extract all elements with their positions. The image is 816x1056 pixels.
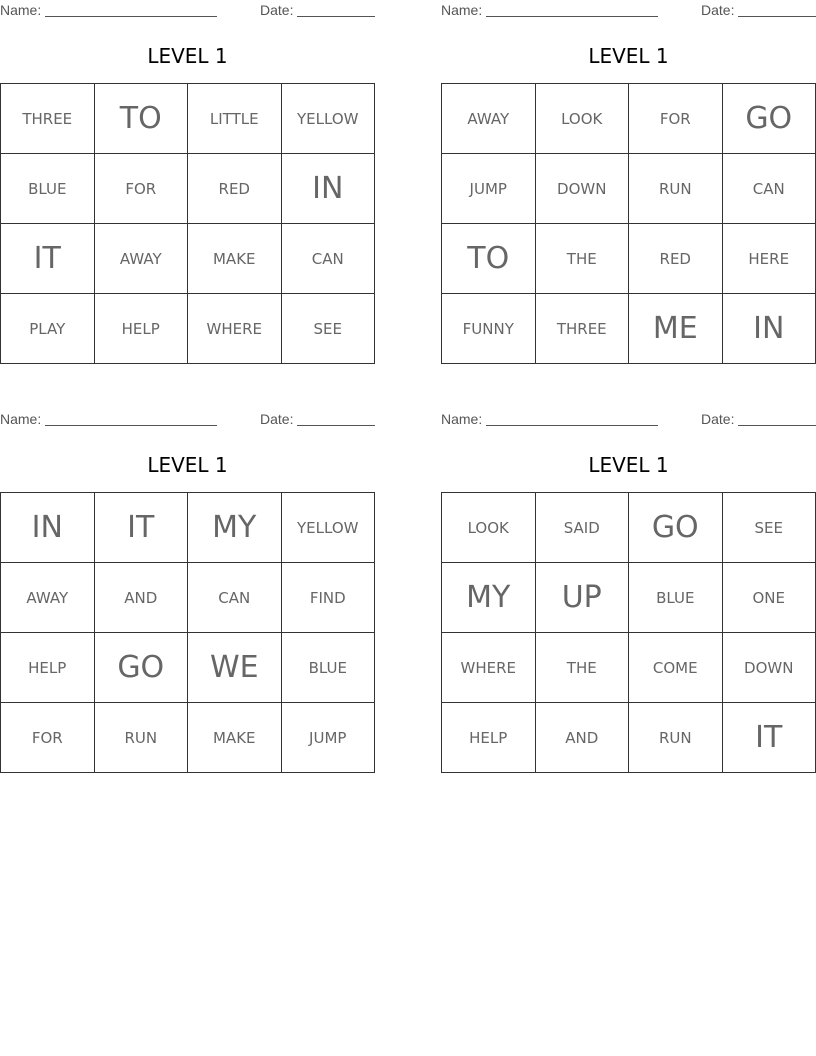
name-blank-line[interactable] bbox=[45, 16, 217, 17]
grid-row bbox=[1, 224, 375, 294]
grid-cell: YELLOW bbox=[281, 84, 375, 154]
grid-cell: FOR bbox=[94, 154, 188, 224]
card-title: LEVEL 1 bbox=[588, 453, 669, 477]
date-label: Date: bbox=[701, 2, 735, 18]
grid-cell: SEE bbox=[281, 294, 375, 364]
grid-cell: PLAY bbox=[1, 294, 95, 364]
grid-cell: DOWN bbox=[722, 633, 816, 703]
name-label: Name: bbox=[0, 411, 42, 427]
grid-row bbox=[1, 493, 375, 563]
grid-cell: IN bbox=[1, 493, 95, 563]
bingo-card bbox=[0, 0, 375, 338]
grid-row bbox=[442, 703, 816, 773]
grid-cell: BLUE bbox=[1, 154, 95, 224]
grid-cell: ME bbox=[629, 294, 723, 364]
grid-row bbox=[442, 294, 816, 364]
grid-cell: WHERE bbox=[188, 294, 282, 364]
grid-cell: FUNNY bbox=[442, 294, 536, 364]
grid-row bbox=[1, 294, 375, 364]
name-blank-line[interactable] bbox=[486, 16, 658, 17]
grid-row bbox=[442, 633, 816, 703]
grid-cell: LOOK bbox=[442, 493, 536, 563]
bingo-card bbox=[441, 409, 816, 755]
grid-cell: COME bbox=[629, 633, 723, 703]
card-title: LEVEL 1 bbox=[588, 44, 669, 68]
grid-cell: CAN bbox=[188, 563, 282, 633]
grid-cell: MAKE bbox=[188, 703, 282, 773]
grid-cell: AWAY bbox=[94, 224, 188, 294]
grid-cell: TO bbox=[442, 224, 536, 294]
grid-cell: CAN bbox=[722, 154, 816, 224]
grid-cell: WHERE bbox=[442, 633, 536, 703]
grid-cell: HELP bbox=[442, 703, 536, 773]
grid-cell: RUN bbox=[629, 703, 723, 773]
name-date-row bbox=[441, 0, 816, 22]
grid-cell: RED bbox=[629, 224, 723, 294]
grid-cell: LITTLE bbox=[188, 84, 282, 154]
grid-cell: AWAY bbox=[1, 563, 95, 633]
grid-row bbox=[1, 563, 375, 633]
grid-cell: RUN bbox=[629, 154, 723, 224]
grid-cell: THREE bbox=[1, 84, 95, 154]
grid-row bbox=[442, 84, 816, 154]
bingo-grid bbox=[0, 492, 375, 773]
date-blank-line[interactable] bbox=[297, 425, 375, 426]
grid-cell: DOWN bbox=[535, 154, 629, 224]
grid-cell: HELP bbox=[1, 633, 95, 703]
grid-cell: TO bbox=[94, 84, 188, 154]
grid-cell: IN bbox=[722, 294, 816, 364]
date-blank-line[interactable] bbox=[297, 16, 375, 17]
grid-cell: AND bbox=[94, 563, 188, 633]
bingo-card bbox=[0, 409, 375, 747]
grid-cell: JUMP bbox=[442, 154, 536, 224]
grid-cell: JUMP bbox=[281, 703, 375, 773]
grid-row bbox=[442, 154, 816, 224]
grid-cell: FOR bbox=[629, 84, 723, 154]
grid-cell: MY bbox=[188, 493, 282, 563]
grid-cell: THREE bbox=[535, 294, 629, 364]
grid-cell: SAID bbox=[535, 493, 629, 563]
grid-cell: CAN bbox=[281, 224, 375, 294]
date-label: Date: bbox=[260, 2, 294, 18]
bingo-grid bbox=[0, 83, 375, 364]
grid-cell: FIND bbox=[281, 563, 375, 633]
date-label: Date: bbox=[260, 411, 294, 427]
grid-cell: HERE bbox=[722, 224, 816, 294]
grid-cell: THE bbox=[535, 633, 629, 703]
grid-cell: WE bbox=[188, 633, 282, 703]
grid-cell: HELP bbox=[94, 294, 188, 364]
grid-row bbox=[1, 703, 375, 773]
name-date-row bbox=[0, 0, 375, 22]
card-title: LEVEL 1 bbox=[147, 453, 228, 477]
grid-row bbox=[442, 224, 816, 294]
grid-cell: ONE bbox=[722, 563, 816, 633]
grid-cell: THE bbox=[535, 224, 629, 294]
name-date-row bbox=[441, 409, 816, 431]
grid-cell: UP bbox=[535, 563, 629, 633]
date-label: Date: bbox=[701, 411, 735, 427]
grid-cell: RED bbox=[188, 154, 282, 224]
grid-cell: FOR bbox=[1, 703, 95, 773]
grid-row bbox=[1, 84, 375, 154]
grid-cell: GO bbox=[722, 84, 816, 154]
date-blank-line[interactable] bbox=[738, 425, 816, 426]
name-date-row bbox=[0, 409, 375, 431]
grid-cell: IT bbox=[94, 493, 188, 563]
name-blank-line[interactable] bbox=[45, 425, 217, 426]
grid-cell: RUN bbox=[94, 703, 188, 773]
grid-cell: IT bbox=[722, 703, 816, 773]
grid-row bbox=[442, 493, 816, 563]
bingo-card bbox=[441, 0, 816, 346]
date-blank-line[interactable] bbox=[738, 16, 816, 17]
grid-cell: IT bbox=[1, 224, 95, 294]
grid-row bbox=[1, 154, 375, 224]
grid-cell: AND bbox=[535, 703, 629, 773]
grid-cell: BLUE bbox=[281, 633, 375, 703]
bingo-grid bbox=[441, 83, 816, 364]
grid-row bbox=[442, 563, 816, 633]
card-title: LEVEL 1 bbox=[147, 44, 228, 68]
grid-cell: LOOK bbox=[535, 84, 629, 154]
grid-cell: BLUE bbox=[629, 563, 723, 633]
bingo-grid bbox=[441, 492, 816, 773]
grid-row bbox=[1, 633, 375, 703]
name-blank-line[interactable] bbox=[486, 425, 658, 426]
grid-cell: IN bbox=[281, 154, 375, 224]
grid-cell: YELLOW bbox=[281, 493, 375, 563]
grid-cell: SEE bbox=[722, 493, 816, 563]
name-label: Name: bbox=[441, 2, 483, 18]
grid-cell: MAKE bbox=[188, 224, 282, 294]
grid-cell: GO bbox=[94, 633, 188, 703]
grid-cell: GO bbox=[629, 493, 723, 563]
grid-cell: MY bbox=[442, 563, 536, 633]
grid-cell: AWAY bbox=[442, 84, 536, 154]
name-label: Name: bbox=[441, 411, 483, 427]
name-label: Name: bbox=[0, 2, 42, 18]
